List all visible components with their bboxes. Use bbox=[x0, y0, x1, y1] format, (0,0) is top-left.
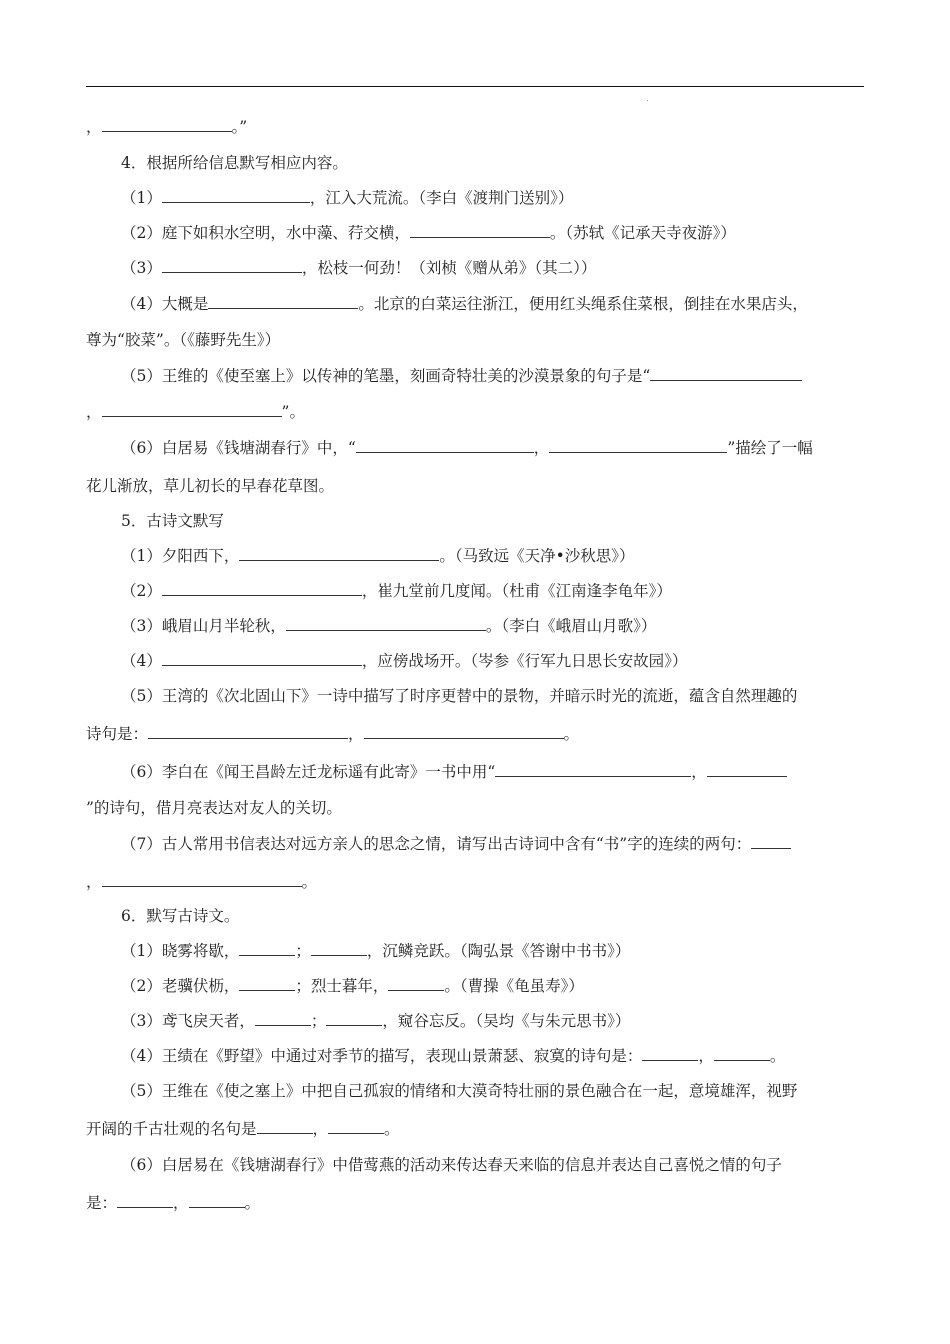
q4-item-5: （5）王维的《使至塞上》以传神的笔墨，刻画奇特壮美的沙漠景象的句子是“ bbox=[121, 366, 802, 386]
q6-title: 6．默写古诗文。 bbox=[121, 907, 240, 925]
q6-item-2: （2）老骥伏枥， ；烈士暮年， 。（曹操《龟虽寿》） bbox=[121, 977, 584, 995]
q6-item-4: （4）王绩在《野望》中通过对季节的描写，表现山景萧瑟、寂寞的诗句是： ， 。 bbox=[121, 1047, 786, 1065]
answer-blank[interactable] bbox=[117, 1193, 173, 1208]
q5-item-1: （1）夕阳西下， 。（马致远《天净•沙秋思》） bbox=[121, 547, 635, 565]
answer-blank[interactable] bbox=[286, 616, 486, 631]
answer-blank[interactable] bbox=[102, 117, 232, 132]
q4-item-2: （2）庭下如积水空明，水中藻、荇交横， 。（苏轼《记承天寺夜游》） bbox=[121, 224, 736, 242]
answer-blank[interactable] bbox=[326, 1011, 382, 1026]
continuation-line: ， 。” bbox=[86, 118, 248, 136]
answer-blank[interactable] bbox=[208, 294, 358, 309]
q5-item-4: （4） ，应傍战场开。（岑参《行军九日思长安故园》） bbox=[121, 652, 688, 670]
q6-item-1: （1）晓雾将歇， ； ，沉鳞竞跃。（陶弘景《答谢中书书》） bbox=[121, 942, 631, 960]
q5-item-7: （7）古人常用书信表达对远方亲人的思念之情，请写出古诗词中含有“书”字的连续的两句： bbox=[121, 834, 791, 854]
q5-item-7-line2: ， 。 bbox=[86, 873, 318, 891]
answer-blank[interactable] bbox=[388, 976, 444, 991]
answer-blank[interactable] bbox=[102, 402, 282, 417]
answer-blank[interactable] bbox=[328, 1119, 384, 1134]
q4-item-5-line2: ， ”。 bbox=[86, 403, 305, 421]
answer-blank[interactable] bbox=[714, 1046, 770, 1061]
answer-blank[interactable] bbox=[650, 366, 802, 381]
q6-item-6-line2: 是： ， 。 bbox=[86, 1194, 261, 1212]
answer-blank[interactable] bbox=[311, 941, 367, 956]
answer-blank[interactable] bbox=[239, 976, 295, 991]
answer-blank[interactable] bbox=[255, 1011, 311, 1026]
answer-blank[interactable] bbox=[356, 438, 534, 453]
q5-item-6: （6）李白在《闻王昌龄左迁龙标遥有此寄》一书中用“ ， bbox=[121, 762, 787, 782]
answer-blank[interactable] bbox=[549, 438, 727, 453]
q5-item-3: （3）峨眉山月半轮秋， 。（李白《峨眉山月歌》） bbox=[121, 617, 657, 635]
answer-blank[interactable] bbox=[189, 1193, 245, 1208]
q4-item-4-line2: 尊为“胶菜”。（《藤野先生》） bbox=[86, 331, 281, 349]
q4-title: 4．根据所给信息默写相应内容。 bbox=[121, 154, 348, 172]
answer-blank[interactable] bbox=[162, 258, 302, 273]
answer-blank[interactable] bbox=[257, 1119, 313, 1134]
q6-item-5-line2: 开阔的千古壮观的名句是 ， 。 bbox=[86, 1120, 400, 1138]
q4-item-6-line2: 花儿渐放，草儿初长的早春花草图。 bbox=[86, 477, 335, 495]
q6-item-5: （5）王维在《使之塞上》中把自己孤寂的情绪和大漠奇特壮丽的景色融合在一起，意境雄浑，视野 bbox=[121, 1082, 798, 1100]
answer-blank[interactable] bbox=[148, 724, 348, 739]
header-rule bbox=[86, 86, 864, 87]
answer-blank[interactable] bbox=[162, 188, 310, 203]
q5-item-6-line2: ”的诗句，借月亮表达对友人的关切。 bbox=[86, 799, 342, 817]
q6-item-3: （3）鸢飞戾天者， ； ，窥谷忘反。（吴均《与朱元思书》） bbox=[121, 1012, 631, 1030]
answer-blank[interactable] bbox=[162, 581, 362, 596]
q4-item-3: （3） ，松枝一何劲！（刘桢《赠从弟》（其二）） bbox=[121, 259, 597, 277]
answer-blank[interactable] bbox=[751, 834, 791, 849]
q5-title: 5．古诗文默写 bbox=[121, 512, 224, 530]
answer-blank[interactable] bbox=[239, 546, 439, 561]
answer-blank[interactable] bbox=[162, 651, 362, 666]
q4-item-4: （4）大概是 。北京的白菜运往浙江，便用红头绳系住菜根，倒挂在水果店头， bbox=[121, 295, 808, 313]
answer-blank[interactable] bbox=[642, 1046, 698, 1061]
q5-item-5: （5）王湾的《次北固山下》一诗中描写了时序更替中的景物，并暗示时光的流逝，蕴含自然理趣的 bbox=[121, 687, 798, 705]
q4-item-6: （6）白居易《钱塘湖春行》中，“ ， ”描绘了一幅 bbox=[121, 439, 813, 457]
answer-blank[interactable] bbox=[707, 762, 787, 777]
header-dot bbox=[647, 100, 648, 101]
q5-item-5-line2: 诗句是： ， 。 bbox=[86, 725, 580, 743]
answer-blank[interactable] bbox=[364, 724, 564, 739]
answer-blank[interactable] bbox=[410, 223, 550, 238]
q6-item-6: （6）白居易在《钱塘湖春行》中借莺燕的活动来传达春天来临的信息并表达自己喜悦之情的句子 bbox=[121, 1156, 782, 1174]
answer-blank[interactable] bbox=[239, 941, 295, 956]
q5-item-2: （2） ，崔九堂前几度闻。（杜甫《江南逢李龟年》） bbox=[121, 582, 672, 600]
answer-blank[interactable] bbox=[495, 762, 691, 777]
q4-item-1: （1） ，江入大荒流。（李白《渡荆门送别》） bbox=[121, 189, 574, 207]
answer-blank[interactable] bbox=[102, 872, 302, 887]
